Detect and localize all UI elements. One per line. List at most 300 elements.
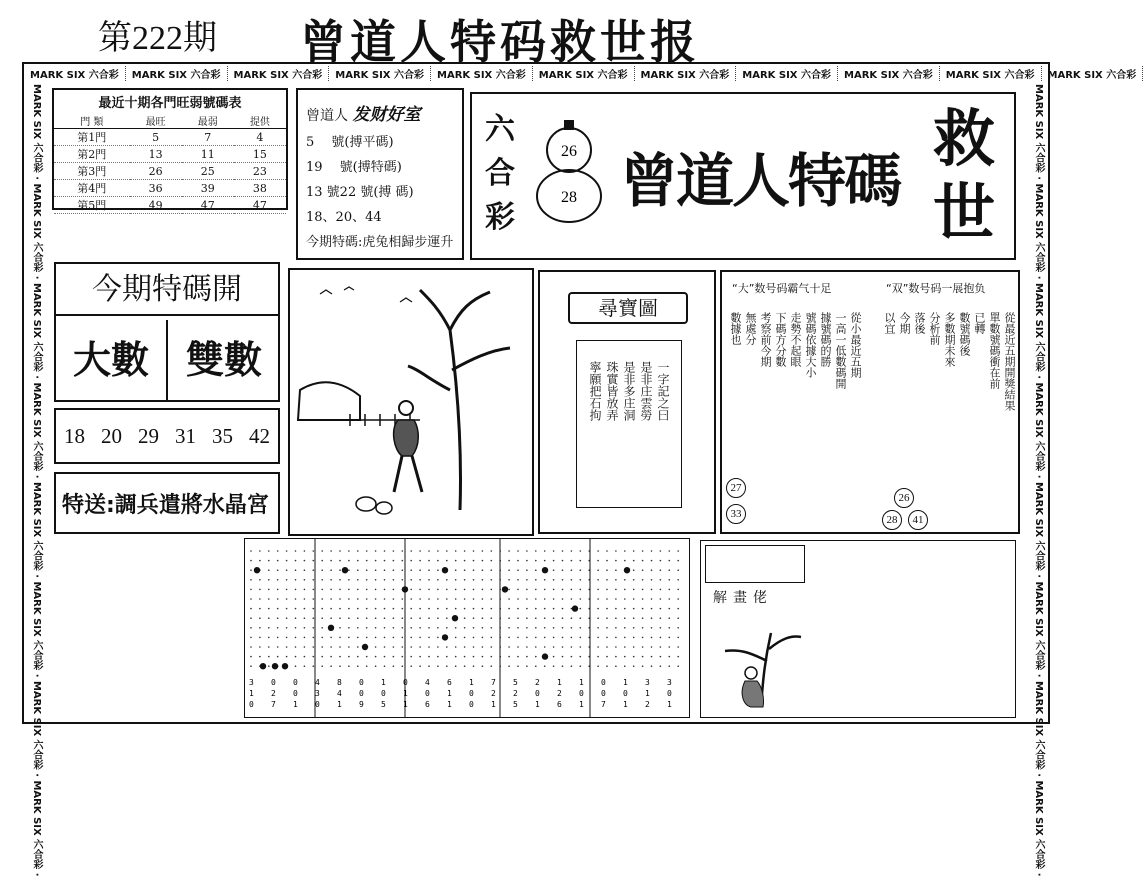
row-label: 第2門 [54,146,130,163]
text-column: 分析前 [927,312,941,411]
border-strip-left: MARK SIX 六合彩 · MARK SIX 六合彩 · MARK SIX 六合彩 · MARK SIX 六合彩 · MARK SIX 六合彩 · MARK SIX 六合彩 · MARK SIX 六合彩 · MARK SIX 六合彩 · [26,84,44,720]
poem-column: 是非庄雲勞 [638,361,653,421]
grid-dot [677,560,679,562]
grid-dot [517,560,519,562]
grid-dot [410,608,412,610]
grid-dot [277,550,279,552]
text-column: 走勢不起眼 [788,312,802,389]
grid-dot [651,656,653,658]
grid-dot [304,569,306,571]
grid-dot [571,598,573,600]
illustration-scene [290,270,532,534]
explain-box [700,540,1016,718]
grid-dot [384,598,386,600]
treasure-poem [587,361,670,421]
grid-dot [544,589,546,591]
grid-dot [277,637,279,639]
analysis-head-double: “双”数号码一展抱负 [886,280,985,296]
grid-number: 2 [535,678,540,687]
grid-dot [597,598,599,600]
grid-dot [446,550,448,552]
grid-number: 1 [469,678,474,687]
grid-number: 0 [381,689,386,698]
grid-dot [348,637,350,639]
grid-dot [624,627,626,629]
grid-dot [437,579,439,581]
grid-dot [473,598,475,600]
grid-dot [606,637,608,639]
grid-dot [410,589,412,591]
grid-dot [357,589,359,591]
col-header: 最弱 [182,113,234,129]
grid-dot [357,579,359,581]
grid-dot [517,617,519,619]
border-text: MARK SIX 六合彩 [736,66,838,81]
grid-number: 1 [535,700,540,709]
grid-dot [473,627,475,629]
grid-dot [535,569,537,571]
grid-mark [442,634,448,640]
grid-dot [544,608,546,610]
grid-number: 5 [381,700,386,709]
explain-illustration [711,609,807,713]
grid-dot [597,550,599,552]
number-item: 35 [212,424,233,449]
masthead-title: 曾道人特码救世报 [300,6,700,72]
grid-dot [562,550,564,552]
grid-dot [562,646,564,648]
grid-dot [597,560,599,562]
grid-dot [526,598,528,600]
grid-dot [286,627,288,629]
grid-dot [473,637,475,639]
grid-dot [482,569,484,571]
grid-number: 2 [645,700,650,709]
grid-dot [562,656,564,658]
grid-dot [660,589,662,591]
grid-dot [446,608,448,610]
grid-dot [393,598,395,600]
grid-dot [553,627,555,629]
grid-dot [517,579,519,581]
grid-dot [384,617,386,619]
grid-dot [455,646,457,648]
grid-dot [259,627,261,629]
grid-dot [642,589,644,591]
grid-dot [464,627,466,629]
grid-dot [562,617,564,619]
grid-dot [375,608,377,610]
text-column: 從小最近五期 [848,312,862,389]
cell: 49 [130,197,182,214]
grid-dot [357,646,359,648]
grid-dot [482,550,484,552]
grid-dot [508,579,510,581]
grid-number: 1 [249,689,254,698]
grid-dot [562,579,564,581]
grid-dot [286,589,288,591]
grid-dot [597,589,599,591]
grid-dot [624,617,626,619]
grid-dot [606,589,608,591]
grid-dot [615,550,617,552]
grid-dot [348,579,350,581]
grid-dot [669,560,671,562]
grid-dot [321,550,323,552]
grid-number: 1 [579,678,584,687]
special-open-title: 今期特碼開 [56,264,278,316]
grid-dot [517,598,519,600]
grid-dot [259,579,261,581]
grid-dot [669,627,671,629]
grid-dot [535,627,537,629]
grid-dot [268,589,270,591]
grid-dot [482,589,484,591]
grid-dot [259,656,261,658]
grid-dot [410,665,412,667]
grid-dot [660,656,662,658]
grid-dot [491,589,493,591]
text-column: 多數期未來 [942,312,956,411]
grid-dot [313,589,315,591]
grid-dot [277,646,279,648]
grid-dot [669,550,671,552]
grid-dot [491,550,493,552]
grid-dot [250,589,252,591]
grid-dot [384,589,386,591]
border-text: MARK SIX 六合彩 [228,66,330,81]
grid-dot [544,617,546,619]
analysis-column-right [882,312,1016,411]
grid-dot [446,617,448,619]
grid-dot [419,608,421,610]
grid-dot [348,646,350,648]
grid-dot [446,579,448,581]
grid-dot [482,598,484,600]
grid-dot [571,550,573,552]
grid-number: 7 [491,678,496,687]
grid-dot [651,560,653,562]
grid-dot [313,608,315,610]
gourd-icon [524,116,614,226]
grid-dot [606,560,608,562]
grid-dot [384,656,386,658]
grid-dot [393,637,395,639]
grid-dot [295,589,297,591]
grid-dot [633,665,635,667]
grid-dot [455,579,457,581]
grid-dot [553,550,555,552]
grid-dot [535,579,537,581]
grid-dot [580,608,582,610]
grid-dot [562,627,564,629]
grid-dot [544,598,546,600]
grid-dot [606,627,608,629]
number-item: 18 [64,424,85,449]
grid-dot [410,646,412,648]
explain-top-panel [705,545,805,583]
grid-dot [402,550,404,552]
grid-dot [286,598,288,600]
grid-dot [348,665,350,667]
col-header: 最旺 [130,113,182,129]
grid-dot [446,627,448,629]
grid-dot [535,665,537,667]
grid-dot [660,646,662,648]
grid-mark [624,567,630,573]
grid-dot [259,646,261,648]
grid-dot [482,627,484,629]
grid-dot [642,617,644,619]
cell: 5 [130,129,182,146]
table-row [54,163,286,180]
grid-dot [562,637,564,639]
grid-dot [677,617,679,619]
grid-dot [597,646,599,648]
grid-number: 0 [601,678,606,687]
grid-dot [384,579,386,581]
grid-number: 5 [513,700,518,709]
grid-dot [580,656,582,658]
grid-dot [286,617,288,619]
border-strip-top [24,64,1048,82]
grid-dot [669,656,671,658]
grid-number: 4 [337,689,342,698]
grid-dot [277,608,279,610]
grid-dot [428,665,430,667]
grid-dot [268,617,270,619]
grid-dot [651,646,653,648]
grid-dot [295,637,297,639]
grid-dot [437,646,439,648]
grid-dot [330,579,332,581]
grid-dot [597,608,599,610]
cell: 25 [182,163,234,180]
border-text: MARK SIX 六合彩 [635,66,737,81]
grid-dot [562,589,564,591]
grid-dot [669,608,671,610]
grid-dot [580,569,582,571]
grid-dot [526,646,528,648]
grid-dot [580,579,582,581]
grid-dot [419,617,421,619]
grid-dot [410,598,412,600]
grid-dot [473,656,475,658]
grid-dot [304,579,306,581]
grid-dot [339,579,341,581]
grid-dot [660,579,662,581]
grid-number: 0 [293,689,298,698]
grid-dot [624,598,626,600]
grid-dot [624,560,626,562]
grid-dot [535,617,537,619]
table-row [54,146,286,163]
grid-dot [446,665,448,667]
grid-dot [428,656,430,658]
border-text: MARK SIX 六合彩 [126,66,228,81]
grid-dot [597,627,599,629]
grid-dot [677,637,679,639]
grid-dot [313,598,315,600]
grid-dot [455,550,457,552]
grid-dot [419,569,421,571]
grid-dot [321,627,323,629]
grid-dot [313,617,315,619]
grid-dot [250,637,252,639]
grid-dot [615,646,617,648]
cell: 47 [182,197,234,214]
grid-dot [464,646,466,648]
grid-dot [446,646,448,648]
grid-dot [330,550,332,552]
grid-dot [464,589,466,591]
grid-dot [339,665,341,667]
grid-dot [384,608,386,610]
grid-dot [473,550,475,552]
grid-dot [669,569,671,571]
grid-number: 1 [403,700,408,709]
grid-dot [330,637,332,639]
big-number-label: 大數 [56,320,168,400]
grid-number: 7 [601,700,606,709]
grid-dot [482,560,484,562]
grid-dot [642,627,644,629]
grid-dot [410,579,412,581]
grid-dot [633,579,635,581]
grid-dot [304,598,306,600]
grid-dot [482,617,484,619]
grid-dot [428,579,430,581]
grid-dot [268,598,270,600]
grid-dot [259,598,261,600]
border-text: MARK SIX 六合彩 [1042,66,1143,81]
grid-dot [482,646,484,648]
grid-dot [597,579,599,581]
grid-dot [615,560,617,562]
grid-number: 3 [249,678,254,687]
grid-dot [677,665,679,667]
grid-dot [295,646,297,648]
grid-dot [633,627,635,629]
grid-dot [606,665,608,667]
grid-dot [464,617,466,619]
grid-dot [295,560,297,562]
grid-dot [428,646,430,648]
grid-dot [633,608,635,610]
grid-dot [437,637,439,639]
grid-dot [526,589,528,591]
cell: 36 [130,180,182,197]
grid-dot [339,550,341,552]
table-row [54,180,286,197]
circled-number: 27 [726,478,746,498]
grid-dot [357,560,359,562]
grid-dot [606,617,608,619]
grid-dot [562,569,564,571]
grid-dot [464,608,466,610]
border-text: MARK SIX 六合彩 [940,66,1042,81]
grid-dot [339,656,341,658]
grid-dot [393,569,395,571]
grid-dot [677,646,679,648]
grid-dot [660,560,662,562]
grid-mark [502,586,508,592]
table-row [54,129,286,146]
grid-dot [313,579,315,581]
grid-dot [384,665,386,667]
grid-dot [642,665,644,667]
grid-dot [651,569,653,571]
grid-dot [633,560,635,562]
grid-dot [419,665,421,667]
text-column: 已轉 [972,312,986,411]
grid-dot [544,550,546,552]
grid-dot [633,646,635,648]
grid-dot [419,637,421,639]
grid-dot [544,560,546,562]
grid-number: 0 [359,678,364,687]
grid-dot [526,579,528,581]
logo-box [470,92,1016,260]
grid-number: 1 [645,689,650,698]
grid-dot [651,665,653,667]
grid-number: 0 [293,678,298,687]
grid-dot [642,560,644,562]
grid-dot [419,550,421,552]
grid-dot [366,617,368,619]
grid-dot [677,608,679,610]
grid-dot [437,598,439,600]
grid-dot [366,589,368,591]
grid-dot [526,560,528,562]
col-header: 門 類 [54,113,130,129]
grid-dot [366,579,368,581]
grid-dot [660,617,662,619]
grid-dot [473,560,475,562]
grid-dot [473,579,475,581]
grid-dot [268,569,270,571]
grid-dot [304,550,306,552]
grid-dot [375,627,377,629]
grid-dot [473,608,475,610]
grid-dot [508,627,510,629]
grid-dot [428,637,430,639]
grid-dot [508,598,510,600]
grid-dot [321,656,323,658]
grid-dot [535,646,537,648]
grid-dot [277,579,279,581]
grid-mark [282,663,288,669]
cell: 7 [182,129,234,146]
grid-dot [651,608,653,610]
grid-dot [473,665,475,667]
grid-dot [642,579,644,581]
grid-dot [677,598,679,600]
grid-dot [464,637,466,639]
grid-dot [526,627,528,629]
number-item: 20 [101,424,122,449]
grid-dot [393,560,395,562]
grid-dot [642,569,644,571]
grid-dot [660,627,662,629]
grid-dot [464,560,466,562]
grid-dot [633,656,635,658]
grid-dot [526,665,528,667]
grid-dot [633,550,635,552]
logo-title: 曾道人特碼 [620,134,900,218]
grid-mark [452,615,458,621]
text-column: 從最近五期開獎結果 [1002,312,1016,411]
